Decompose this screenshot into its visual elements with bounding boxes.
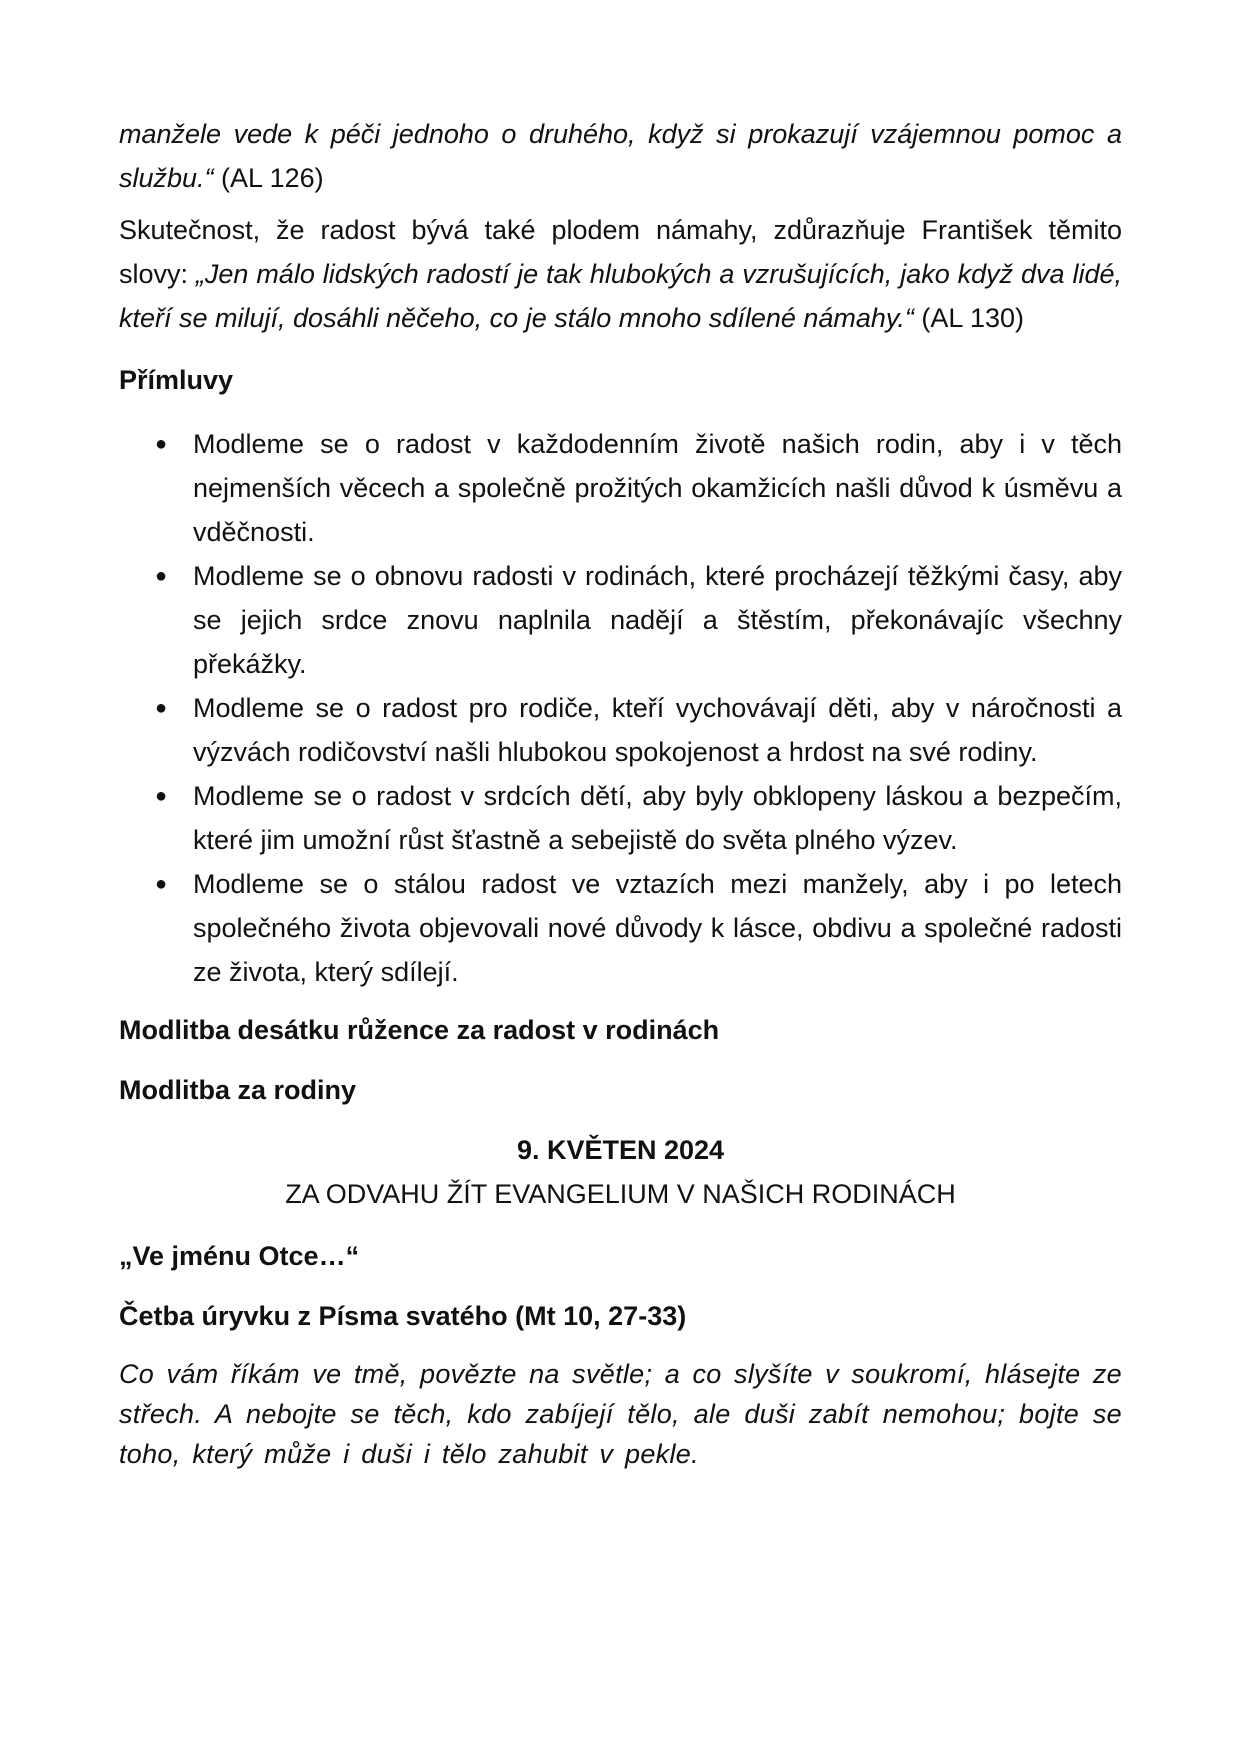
intercession-text: Modleme se o stálou radost ve vztazích mezi manžely, aby i po letech společného života objevovali nové důvody k lásce, obdivu a společné radosti ze života, který sdílejí. [193,869,1122,987]
bullet-dot-icon: ● [155,785,168,807]
document-page [119,112,1122,1474]
francis-quote: „Jen málo lidských radostí je tak hlubokých a vzrušujících, jako když dva lidé, kteří se milují, dosáhli něčeho, co je stálo mnoho sdílené námahy.“ [119,259,1122,333]
family-prayer-heading: Modlitba za rodiny [119,1075,357,1105]
reading-text: Co vám říkám ve tmě, povězte na světle; a co slyšíte v soukromí, hlásejte ze střech. A nebojte se těch, kdo zabíjejí tělo, ale duši zabít nemohou; bojte se toho, který může i duši i tělo zahubit v pekle. [119,1359,1122,1469]
francis-reference: (AL 130) [913,303,1024,333]
bullet-dot-icon: ● [155,433,168,455]
quote-text: manžele vede k péči jednoho o druhého, když si prokazují vzájemnou pomoc a službu.“ [119,119,1122,193]
rosary-heading: Modlitba desátku růžence za radost v rodinách [119,1015,720,1045]
list-item [119,554,1122,686]
bullet-dot-icon: ● [155,565,168,587]
intercession-text: Modleme se o obnovu radosti v rodinách, které procházejí těžkými časy, aby se jejich srdce znovu naplnila nadějí a štěstím, překonávajíc všechny překážky. [193,561,1122,679]
list-item [119,686,1122,774]
list-item [119,422,1122,554]
francis-intro: Skutečnost, že radost bývá také plodem námahy, zdůrazňuje František těmito slovy: [119,215,1122,289]
opening-sign-of-cross: „Ve jménu Otce…“ [119,1241,360,1271]
intercession-text: Modleme se o radost v srdcích dětí, aby byly obklopeny láskou a bezpečím, které jim umožní růst šťastně a sebejistě do světa plného výzev. [193,781,1122,855]
list-item [119,862,1122,994]
quote-paragraph [119,112,1122,200]
quote-reference: (AL 126) [213,163,324,193]
intercessions-list [119,422,1122,994]
francis-paragraph [119,208,1122,340]
list-item [119,774,1122,862]
day-theme: ZA ODVAHU ŽÍT EVANGELIUM V NAŠICH RODINÁCH [285,1179,956,1209]
bullet-dot-icon: ● [155,697,168,719]
intercession-text: Modleme se o radost v každodenním životě našich rodin, aby i v těch nejmenších věcech a společně prožitých okamžicích našli důvod k úsměvu a vděčnosti. [193,429,1122,547]
day-date: 9. KVĚTEN 2024 [516,1135,725,1165]
reading-heading: Četba úryvku z Písma svatého (Mt 10, 27-33) [119,1301,687,1331]
intercessions-heading: Přímluvy [119,365,234,395]
bullet-dot-icon: ● [155,873,168,895]
intercession-text: Modleme se o radost pro rodiče, kteří vychovávají děti, aby v náročnosti a výzvách rodičovství našli hlubokou spokojenost a hrdost na své rodiny. [193,693,1122,767]
